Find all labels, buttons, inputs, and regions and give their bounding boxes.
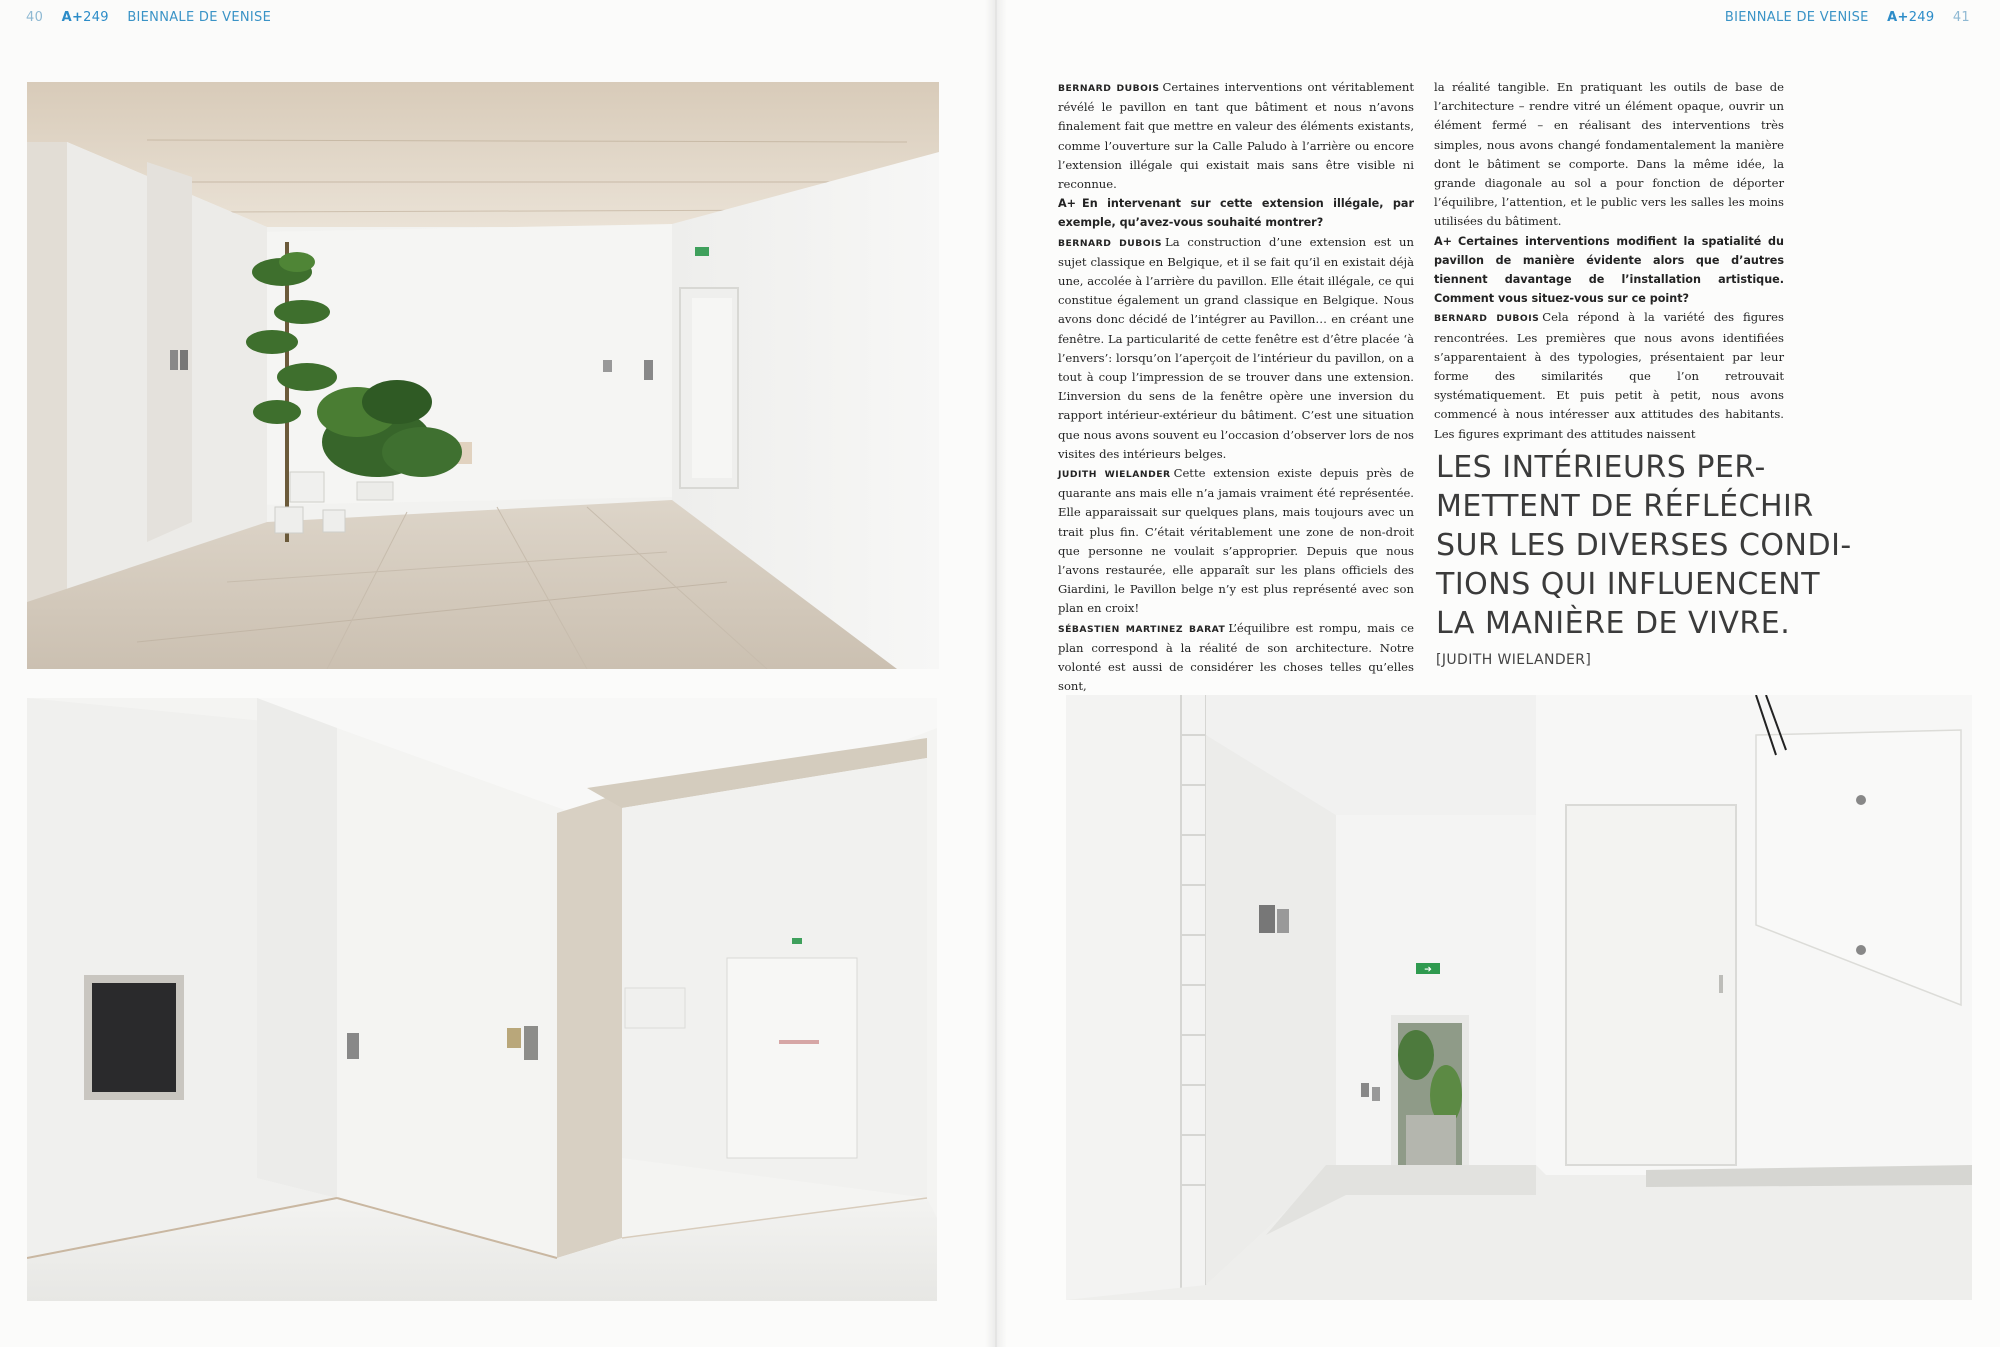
right-page — [996, 0, 2000, 1347]
section-title: BIENNALE DE VENISE — [127, 10, 272, 25]
speaker-name: BERNARD DUBOIS — [1058, 237, 1163, 249]
question-paragraph — [1058, 194, 1414, 232]
issue-number: 249 — [83, 10, 109, 25]
answer-paragraph — [1058, 78, 1414, 194]
magazine-brand — [1887, 10, 1934, 25]
speaker-name: BERNARD DUBOIS — [1058, 83, 1160, 94]
pull-quote-author: [JUDITH WIELANDER] — [1436, 652, 1592, 668]
answer-text: Cela répond à la variété des figures rencontrées. Les premières que nous avons identifiées s’apparentaient à des typologies, présentaient par leur forme des similarités que l’on retrouvait systématiquement. Et puis petit à petit, nous avons commencé à nous intéresser aux attitudes des habitants. Les figures exprimant des attitudes naissent — [1434, 310, 1784, 441]
speaker-name: JUDITH WIELANDER — [1058, 469, 1171, 481]
continuation-paragraph: la réalité tangible. En pratiquant les outils de base de l’architecture – rendre vitré un élément opaque, ouvrir un élément fermé – en réalisant des interventions très simples, nous avons changé fondamentalement la manière dont le bâtiment se comporte. Dans la même idée, la grande diagonale au sol a pour fonction de déporter l’équilibre, l’attention, et le public vers les salles les moins utilisées du bâtiment. — [1434, 80, 1784, 229]
section-title: BIENNALE DE VENISE — [1724, 10, 1869, 25]
page-number: 41 — [1952, 10, 1970, 25]
page-number: 40 — [26, 10, 44, 25]
question-text: En intervenant sur cette extension illégale, par exemple, qu’avez-vous souhaité montrer? — [1058, 197, 1414, 230]
pull-quote-line: TIONS QUI INFLUENCENT — [1436, 567, 1821, 602]
speaker-name: SÉBASTIEN MARTINEZ BARAT — [1058, 623, 1226, 635]
interview-column-2 — [1434, 78, 1784, 444]
question-marker: A+ — [1434, 234, 1453, 248]
left-page — [0, 0, 996, 1347]
issue-number: 249 — [1908, 10, 1935, 25]
photo-white-gallery-rooms — [27, 698, 937, 1301]
answer-paragraph — [1058, 619, 1414, 697]
right-running-header — [1711, 10, 1970, 25]
answer-paragraph — [1434, 308, 1784, 443]
answer-paragraph — [1058, 233, 1414, 464]
pull-quote-line: SUR LES DIVERSES CONDI- — [1436, 528, 1852, 563]
pull-quote — [1436, 448, 1856, 643]
speaker-name: BERNARD DUBOIS — [1434, 313, 1540, 325]
page-gutter — [985, 0, 1007, 1347]
question-paragraph — [1434, 232, 1784, 309]
pull-quote-line: METTENT DE RÉFLÉCHIR — [1436, 489, 1814, 524]
interview-column-1 — [1058, 78, 1414, 697]
answer-text: Cette extension existe depuis près de quarante ans mais elle n’a jamais vraiment été représentée. Elle apparaissait sur quelques plans, mais toujours avec un trait plus fin. C’était véritablement une zone de non-droit que personne ne voulait s’approprier. Depuis que nous l’avons restaurée, elle apparaît sur les plans officiels des Giardini, le Pavillon belge n’y est plus représenté avec son plan en croix! — [1058, 466, 1415, 616]
answer-paragraph — [1058, 464, 1414, 619]
brand-mark: A+ — [1887, 10, 1909, 25]
magazine-brand — [62, 10, 109, 25]
answer-text: L’équilibre est rompu, mais ce plan correspond à la réalité de son architecture. Notre volonté est aussi de considérer les choses telles qu’elles sont, — [1058, 620, 1414, 694]
brand-mark: A+ — [61, 10, 84, 25]
photo-stairwell-open-door — [1066, 695, 1972, 1300]
question-text: Certaines interventions modifient la spatialité du pavillon de manière évidente alors que d’autres tiennent davantage de l’installation artistique. Comment vous situez-vous sur ce point? — [1434, 234, 1784, 306]
pull-quote-line: LES INTÉRIEURS PER- — [1436, 450, 1766, 485]
exit-sign-arrow: ➔ — [1424, 965, 1432, 975]
pull-quote-line: LA MANIÈRE DE VIVRE. — [1436, 606, 1791, 641]
answer-text: Certaines interventions ont véritablement révélé le pavillon en tant que bâtiment et nous n’avons finalement fait que mettre en valeur des éléments existants, comme l’ouverture sur la Calle Paludo à l’arrière ou encore l’extension illégale qui existait mais sans être visible ni reconnue. — [1058, 80, 1414, 192]
left-running-header — [26, 10, 285, 25]
question-marker: A+ — [1058, 197, 1077, 211]
photo-room-with-plants — [27, 82, 939, 669]
answer-text: La construction d’une extension est un sujet classique en Belgique, et il se fait qu’il en existait déjà une, accolée à l’arrière du pavillon. Elle était illégale, ce qui constitue également un grand classique en Belgique. Nous avons donc décidé de l’intégrer au Pavillon… en créant une fenêtre. La particularité de cette fenêtre est d’être placée ‘à l’envers’: lorsqu’on l’aperçoit de l’intérieur du pavillon, on a tout à coup l’impression de se trouver dans une extension. L’inversion du sens de la fenêtre opère une inversion du rapport intérieur-extérieur du bâtiment. C’est une situation que nous avons souvent eu l’occasion d’observer lors de nos visites des intérieurs belges. — [1058, 234, 1414, 461]
